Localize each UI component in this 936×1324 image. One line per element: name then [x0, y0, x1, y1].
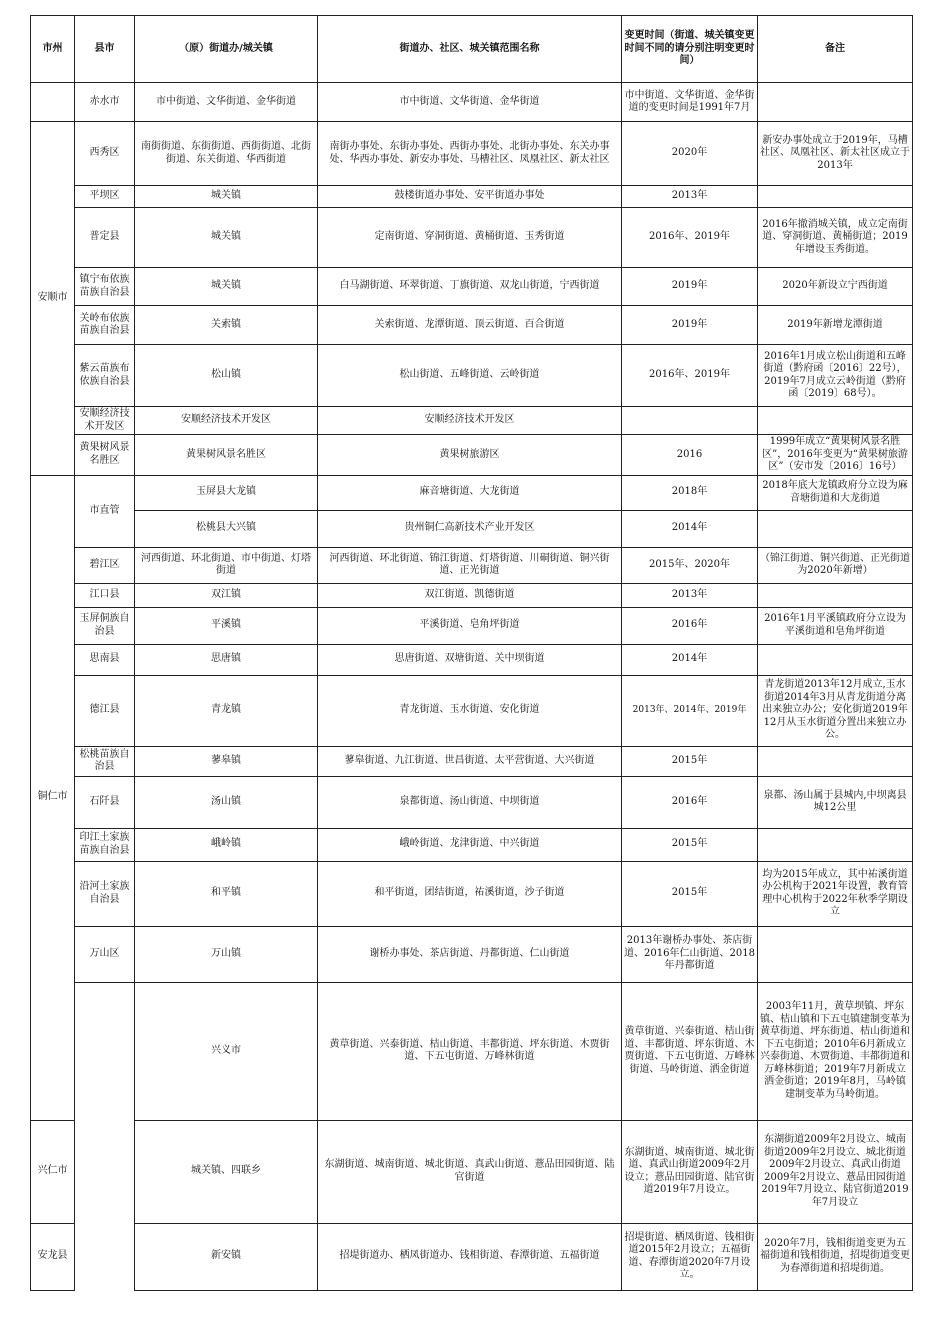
table-row	[31, 828, 913, 861]
cell-scope: 泉都街道、汤山街道、中坝街道	[318, 776, 622, 828]
table-row	[31, 547, 913, 583]
cell-note: 2016年1月平溪镇政府分立设为平溪街道和皂角坪街道	[758, 607, 913, 644]
header-orig: （原）街道办/城关镇	[135, 16, 318, 83]
cell-time: 东湖街道、城南街道、城北街道、真武山街道2009年2月设立；薏品田园街道、陆官街道2019年7月设立。	[622, 1120, 758, 1223]
cell-orig: 双江镇	[135, 583, 318, 607]
cell-note: 2016年1月成立松山街道和五峰街道（黔府函〔2016〕22号），2019年7月成立云岭街道（黔府函〔2019〕68号）。	[758, 345, 913, 407]
cell-county: 市直管	[75, 475, 135, 547]
cell-county: 思南县	[75, 644, 135, 675]
cell-time: 市中街道、文华街道、金华街道的变更时间是1991年7月	[622, 83, 758, 122]
cell-county: 安龙县	[31, 1223, 75, 1290]
cell-orig: 和平镇	[135, 861, 318, 926]
cell-note	[758, 926, 913, 982]
cell-orig: 河西街道、环北街道、市中街道、灯塔街道	[135, 547, 318, 583]
cell-time: 2003年11月，黄草坝镇、坪东镇、桔山镇和下五屯镇建制变革为黄草街道、坪东街道、桔山街道和下五屯街道；2010年6月新成立兴泰街道、木贾街道、丰都街道和万峰林街道；2019年7月新成立洒金街道；2019年8月，马岭镇建制变革为马岭街道。	[758, 982, 913, 1120]
cell-scope: 平溪街道、皂角坪街道	[318, 607, 622, 644]
cell-time: 2020年	[622, 122, 758, 186]
table-row	[31, 1223, 913, 1290]
table-row	[31, 1120, 913, 1223]
header-row	[31, 16, 913, 83]
header-time: 变更时间（街道、城关镇变更时间不同的请分别注明变更时间）	[622, 16, 758, 83]
table-row	[31, 306, 913, 345]
table-row	[31, 510, 913, 547]
cell-scope: 峨岭街道、龙津街道、中兴街道	[318, 828, 622, 861]
header-note: 备注	[758, 16, 913, 83]
cell-scope: 双江街道、凯德街道	[318, 583, 622, 607]
table-row	[31, 208, 913, 268]
cell-orig: 万山镇	[135, 926, 318, 982]
table-row	[31, 583, 913, 607]
cell-city	[31, 83, 75, 122]
table-row	[31, 861, 913, 926]
cell-orig: 城关镇	[135, 186, 318, 208]
cell-orig: 南街街道、东街街道、西街街道、北街街道、东关街道、华西街道	[135, 122, 318, 186]
cell-note: 2018年底大龙镇政府分立设为麻音塘街道和大龙街道	[758, 475, 913, 510]
cell-scope: 黄果树旅游区	[318, 435, 622, 476]
table-row	[31, 607, 913, 644]
header-county: 县市	[75, 16, 135, 83]
cell-scope: 鼓楼街道办事处、安平街道办事处	[318, 186, 622, 208]
cell-note: 泉都、汤山属于县城内,中坝离县城12公里	[758, 776, 913, 828]
cell-orig: 平溪镇	[135, 607, 318, 644]
cell-county: 德江县	[75, 675, 135, 746]
table-row	[31, 407, 913, 435]
table-row	[31, 186, 913, 208]
cell-scope: 招堤街道办、栖凤街道办、钱相街道、春潭街道、五福街道	[318, 1223, 622, 1290]
cell-orig: 青龙镇	[135, 675, 318, 746]
cell-scope: 蓼皋街道、九江街道、世昌街道、太平营街道、大兴街道	[318, 746, 622, 776]
cell-orig: 蓼皋镇	[135, 746, 318, 776]
city-group-anshun: 安顺市	[31, 122, 75, 476]
cell-note	[758, 407, 913, 435]
cell-scope: 青龙街道、玉水街道、安化街道	[318, 675, 622, 746]
cell-scope: 白马湖街道、环翠街道、丁旗街道、双龙山街道，宁西街道	[318, 268, 622, 306]
cell-time: 2014年	[622, 510, 758, 547]
table-row	[31, 746, 913, 776]
table-row	[31, 926, 913, 982]
cell-time: 2013年	[622, 186, 758, 208]
data-table	[30, 15, 913, 1291]
cell-note: 2020年7月，钱相街道变更为五福街道和钱相街道，招堤街道变更为春潭街道和招堤街道。	[758, 1223, 913, 1290]
cell-note	[758, 828, 913, 861]
city-group-qianxinan	[75, 982, 135, 1290]
table-row	[31, 675, 913, 746]
cell-note: （锦江街道、铜兴街道、正光街道为2020年新增）	[758, 547, 913, 583]
table-row	[31, 83, 913, 122]
cell-time: 2019年	[622, 268, 758, 306]
cell-time: 2016年	[622, 776, 758, 828]
cell-scope: 思唐街道、双塘街道、关中坝街道	[318, 644, 622, 675]
cell-time: 2016	[622, 435, 758, 476]
cell-orig: 思唐镇	[135, 644, 318, 675]
cell-time: 2015年	[622, 828, 758, 861]
cell-orig: 市中街道、文华街道、金华街道	[135, 83, 318, 122]
table-row	[31, 644, 913, 675]
cell-time: 2015年、2020年	[622, 547, 758, 583]
cell-county: 关岭布依族苗族自治县	[75, 306, 135, 345]
cell-note	[758, 644, 913, 675]
cell-county: 平坝区	[75, 186, 135, 208]
cell-county: 紫云苗族布依族自治县	[75, 345, 135, 407]
cell-time: 2016年、2019年	[622, 208, 758, 268]
header-scope: 街道办、社区、城关镇范围名称	[318, 16, 622, 83]
cell-orig: 汤山镇	[135, 776, 318, 828]
cell-county: 玉屏侗族自治县	[75, 607, 135, 644]
cell-note: 2020年新设立宁西街道	[758, 268, 913, 306]
cell-note: 新安办事处成立于2019年，马槽社区、凤凰社区、新太社区成立于2013年	[758, 122, 913, 186]
cell-time: 招堤街道、栖凤街道、钱相街道2015年2月设立；五福街道、春潭街道2020年7月设立。	[622, 1223, 758, 1290]
cell-county: 黄果树风景名胜区	[75, 435, 135, 476]
cell-note	[758, 583, 913, 607]
cell-note	[758, 186, 913, 208]
cell-scope: 定南街道、穿洞街道、黄桶街道、玉秀街道	[318, 208, 622, 268]
city-group-tongren: 铜仁市	[31, 475, 75, 1120]
cell-orig: 黄草街道、兴泰街道、桔山街道、丰都街道、坪东街道、木贾街道、下五屯街道、万峰林街道	[318, 982, 622, 1120]
cell-time: 2014年	[622, 644, 758, 675]
cell-orig: 城关镇	[135, 208, 318, 268]
cell-note	[758, 83, 913, 122]
table-row	[31, 776, 913, 828]
cell-county: 普定县	[75, 208, 135, 268]
cell-scope: 和平街道，团结街道，祐溪街道，沙子街道	[318, 861, 622, 926]
cell-scope: 麻音塘街道、大龙街道	[318, 475, 622, 510]
cell-orig: 玉屏县大龙镇	[135, 475, 318, 510]
table-row	[31, 435, 913, 476]
cell-county: 印江土家族苗族自治县	[75, 828, 135, 861]
cell-county: 江口县	[75, 583, 135, 607]
table-row	[31, 345, 913, 407]
cell-orig: 松桃县大兴镇	[135, 510, 318, 547]
cell-orig: 黄果树风景名胜区	[135, 435, 318, 476]
cell-time	[622, 407, 758, 435]
cell-county: 碧江区	[75, 547, 135, 583]
cell-county: 万山区	[75, 926, 135, 982]
cell-scope: 黄草街道、兴泰街道、桔山街道、丰都街道、坪东街道、木贾街道、下五屯街道、万峰林街道、马岭街道、洒金街道	[622, 982, 758, 1120]
cell-scope: 松山街道、五峰街道、云岭街道	[318, 345, 622, 407]
cell-scope: 谢桥办事处、茶店街道、丹都街道、仁山街道	[318, 926, 622, 982]
cell-time: 2013年、2014年、2019年	[622, 675, 758, 746]
cell-county: 兴义市	[135, 982, 318, 1120]
table-row	[31, 982, 913, 1120]
cell-orig: 关索镇	[135, 306, 318, 345]
cell-orig: 安顺经济技术开发区	[135, 407, 318, 435]
cell-orig: 新安镇	[135, 1223, 318, 1290]
cell-time: 2013年谢桥办事处、茶店街道、2016年仁山街道、2018年丹都街道	[622, 926, 758, 982]
table-row	[31, 268, 913, 306]
cell-note: 青龙街道2013年12月成立,玉水街道2014年3月从青龙街道分离出来独立办公；安化街道2019年12月从玉水街道分置出来独立办公。	[758, 675, 913, 746]
header-city: 市州	[31, 16, 75, 83]
cell-scope: 南街办事处、东街办事处、西街办事处、北街办事处、东关办事处、华西办事处、新安办事处、马槽社区、凤凰社区、新太社区	[318, 122, 622, 186]
cell-note	[758, 510, 913, 547]
cell-orig: 城关镇	[135, 268, 318, 306]
cell-orig: 松山镇	[135, 345, 318, 407]
cell-county: 安顺经济技术开发区	[75, 407, 135, 435]
cell-time: 2016年	[622, 607, 758, 644]
cell-scope: 关索街道、龙潭街道、顶云街道、百合街道	[318, 306, 622, 345]
cell-note: 东湖街道2009年2月设立、城南街道2009年2月设立、城北街道2009年2月设立、真武山街道2009年2月设立、薏品田园街道2019年7月设立、陆官街道2019年7月设立	[758, 1120, 913, 1223]
cell-scope: 安顺经济技术开发区	[318, 407, 622, 435]
cell-time: 2016年、2019年	[622, 345, 758, 407]
cell-orig: 峨岭镇	[135, 828, 318, 861]
cell-county: 西秀区	[75, 122, 135, 186]
cell-time: 2018年	[622, 475, 758, 510]
cell-scope: 市中街道、文华街道、金华街道	[318, 83, 622, 122]
cell-note: 1999年成立“黄果树风景名胜区”，2016年变更为“黄果树旅游区”（安市发〔2016〕16号）	[758, 435, 913, 476]
cell-scope: 东湖街道、城南街道、城北街道、真武山街道、薏品田园街道、陆官街道	[318, 1120, 622, 1223]
cell-scope: 贵州铜仁高新技术产业开发区	[318, 510, 622, 547]
table-row	[31, 122, 913, 186]
cell-time: 2015年	[622, 861, 758, 926]
cell-county: 沿河土家族自治县	[75, 861, 135, 926]
cell-note: 均为2015年成立，其中祐溪街道办公机构于2021年设置，教育管理中心机构于2022年秋季学期设立	[758, 861, 913, 926]
cell-county: 镇宁布依族苗族自治县	[75, 268, 135, 306]
cell-county: 兴仁市	[31, 1120, 75, 1223]
cell-county: 石阡县	[75, 776, 135, 828]
cell-time: 2013年	[622, 583, 758, 607]
cell-note	[758, 746, 913, 776]
cell-time: 2015年	[622, 746, 758, 776]
cell-orig: 城关镇、四联乡	[135, 1120, 318, 1223]
cell-note: 2019年新增龙潭街道	[758, 306, 913, 345]
cell-note: 2016年撤消城关镇，成立定南街道、穿洞街道、黄桶街道；2019年增设玉秀街道。	[758, 208, 913, 268]
cell-time: 2019年	[622, 306, 758, 345]
cell-scope: 河西街道、环北街道、锦江街道、灯塔街道、川硐街道、铜兴街道、正光街道	[318, 547, 622, 583]
cell-county: 赤水市	[75, 83, 135, 122]
cell-county: 松桃苗族自治县	[75, 746, 135, 776]
table-row	[31, 475, 913, 510]
